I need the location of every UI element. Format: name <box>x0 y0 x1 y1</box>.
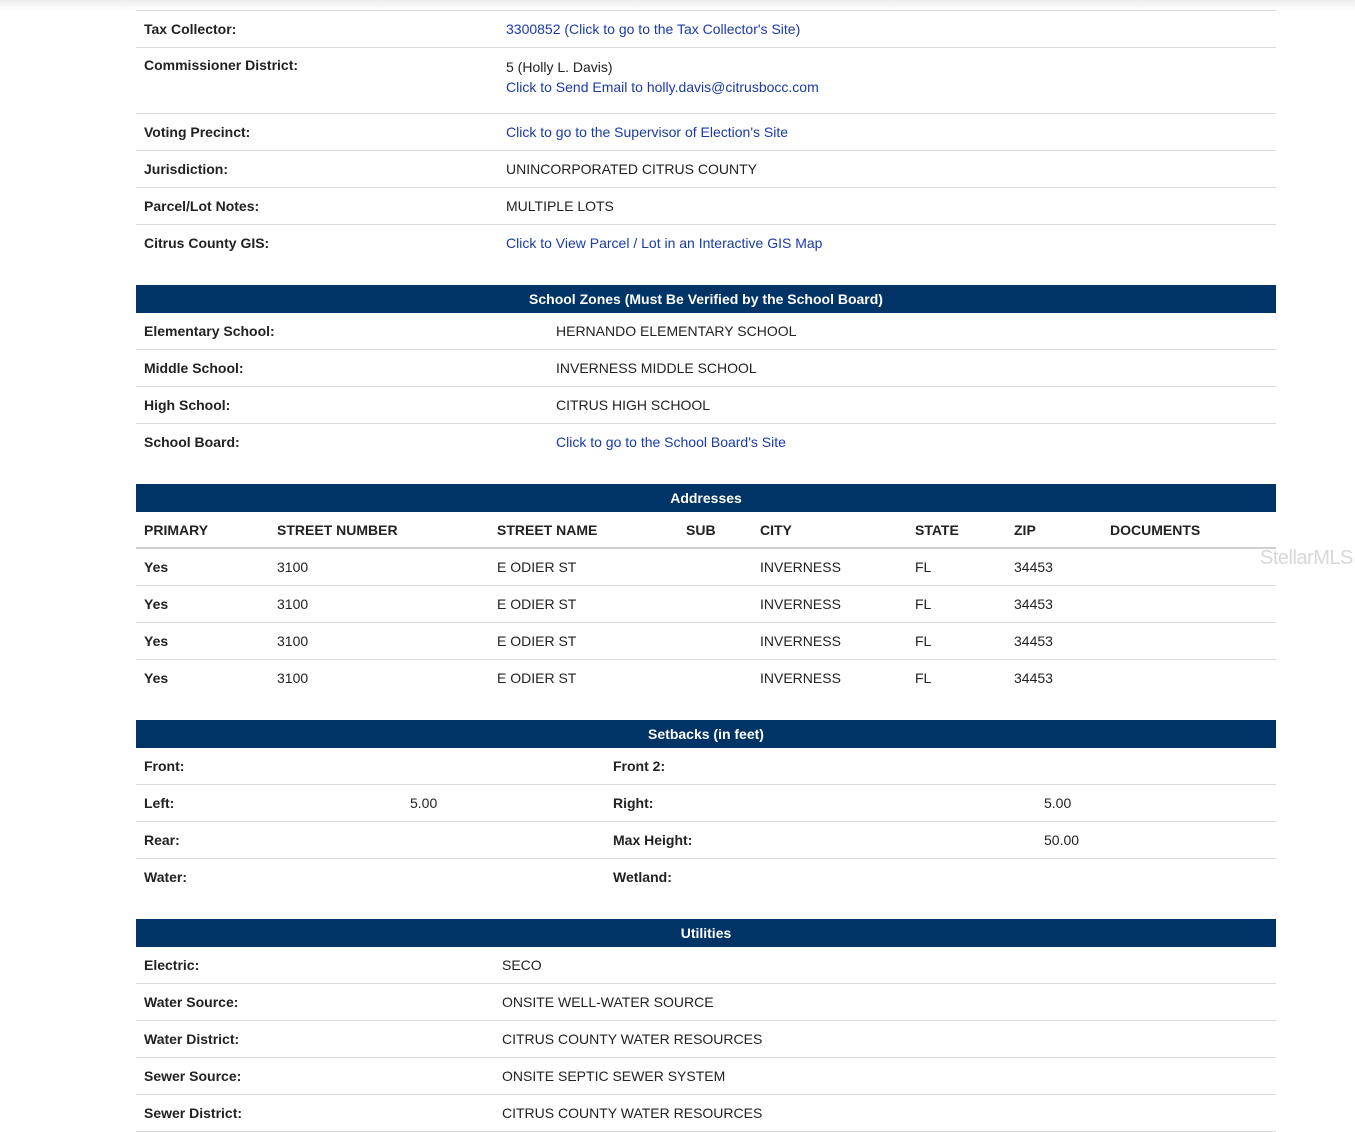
left-value: 5.00 <box>402 785 605 822</box>
table-row <box>136 660 1276 697</box>
cell-sub <box>678 548 752 586</box>
front-2-value <box>1036 748 1276 785</box>
cell-city: INVERNESS <box>760 670 841 686</box>
row-elementary-school <box>136 313 1276 350</box>
jurisdiction-label: Jurisdiction: <box>136 151 498 188</box>
stellarmls-watermark: StellarMLS <box>1260 547 1353 569</box>
cell-sub <box>678 623 752 660</box>
sewer-district-label: Sewer District: <box>136 1095 494 1132</box>
setbacks-header: Setbacks (in feet) <box>136 720 1276 748</box>
cell-state: FL <box>915 670 932 686</box>
supervisor-of-election-link[interactable]: Click to go to the Supervisor of Election's Site <box>506 124 789 140</box>
school-board-link[interactable]: Click to go to the School Board's Site <box>556 434 786 450</box>
cell-documents <box>1102 586 1276 623</box>
cell-state: FL <box>907 586 1006 623</box>
cell-zip: 34453 <box>1014 670 1053 686</box>
cell-street-number: 3100 <box>269 586 489 623</box>
wetland-label: Wetland: <box>613 869 672 885</box>
front-2-label: Front 2: <box>605 748 1036 785</box>
cell-sub <box>678 586 752 623</box>
row-sewer-district <box>136 1095 1276 1132</box>
cell-documents <box>1102 623 1276 660</box>
commissioner-district-label: Commissioner District: <box>136 48 498 114</box>
cell-primary: Yes <box>144 670 169 686</box>
front-value <box>402 748 605 785</box>
cell-street-name: E ODIER ST <box>489 623 678 660</box>
middle-school-label: Middle School: <box>136 350 548 387</box>
school-board-label: School Board: <box>144 434 240 450</box>
water-district-label: Water District: <box>136 1021 494 1058</box>
school-zones-header: School Zones (Must Be Verified by the School Board) <box>136 285 1276 313</box>
utilities-table <box>136 947 1276 1132</box>
col-zip: ZIP <box>1006 512 1102 548</box>
cell-street-name: E ODIER ST <box>489 586 678 623</box>
school-zones-table <box>136 313 1276 460</box>
cell-zip: 34453 <box>1006 623 1102 660</box>
col-documents: DOCUMENTS <box>1102 512 1276 548</box>
parcel-info-table <box>136 10 1276 261</box>
addresses-table <box>136 512 1276 696</box>
col-state: STATE <box>907 512 1006 548</box>
left-label: Left: <box>136 785 402 822</box>
cell-street-number: 3100 <box>277 670 309 686</box>
gis-map-link[interactable]: Click to View Parcel / Lot in an Interactive GIS Map <box>506 235 823 251</box>
max-height-label: Max Height: <box>605 822 1036 859</box>
cell-zip: 34453 <box>1006 548 1102 586</box>
row-high-school <box>136 387 1276 424</box>
water-district-value: CITRUS COUNTY WATER RESOURCES <box>494 1021 1276 1058</box>
cell-street-number: 3100 <box>269 548 489 586</box>
cell-city: INVERNESS <box>752 623 907 660</box>
row-water-district <box>136 1021 1276 1058</box>
cell-zip: 34453 <box>1006 586 1102 623</box>
tax-collector-label: Tax Collector: <box>136 11 498 48</box>
col-sub: SUB <box>678 512 752 548</box>
sewer-source-value: ONSITE SEPTIC SEWER SYSTEM <box>494 1058 1276 1095</box>
addresses-column-headers <box>136 512 1276 548</box>
cell-street-name: E ODIER ST <box>497 670 577 686</box>
utilities-header: Utilities <box>136 919 1276 947</box>
row-voting-precinct <box>136 114 1276 151</box>
middle-school-value: INVERNESS MIDDLE SCHOOL <box>548 350 1276 387</box>
water-source-label: Water Source: <box>136 984 494 1021</box>
row-water-source <box>136 984 1276 1021</box>
elementary-school-label: Elementary School: <box>136 313 548 350</box>
parcel-lot-notes-label: Parcel/Lot Notes: <box>136 188 498 225</box>
table-row <box>136 623 1276 660</box>
table-row <box>136 548 1276 586</box>
addresses-header: Addresses <box>136 484 1276 512</box>
commissioner-email-link[interactable]: Click to Send Email to holly.davis@citrusbocc.com <box>506 79 819 95</box>
cell-street-number: 3100 <box>269 623 489 660</box>
elementary-school-value: HERNANDO ELEMENTARY SCHOOL <box>548 313 1276 350</box>
tax-collector-link[interactable]: 3300852 (Click to go to the Tax Collector's Site) <box>506 21 801 37</box>
rear-label: Rear: <box>136 822 402 859</box>
row-school-board <box>136 424 1276 461</box>
cell-sub <box>678 660 752 697</box>
parcel-lot-notes-value: MULTIPLE LOTS <box>498 188 1276 225</box>
col-street-number: STREET NUMBER <box>269 512 489 548</box>
row-front <box>136 748 1276 785</box>
cell-state: FL <box>907 623 1006 660</box>
right-value: 5.00 <box>1036 785 1276 822</box>
high-school-label: High School: <box>136 387 548 424</box>
row-water-wetland <box>136 859 1276 896</box>
row-commissioner-district <box>136 48 1276 114</box>
water-label: Water: <box>144 869 188 885</box>
jurisdiction-value: UNINCORPORATED CITRUS COUNTY <box>498 151 1276 188</box>
cell-street-name: E ODIER ST <box>489 548 678 586</box>
setbacks-table <box>136 748 1276 895</box>
citrus-county-gis-label: Citrus County GIS: <box>144 235 270 251</box>
water-source-value: ONSITE WELL-WATER SOURCE <box>494 984 1276 1021</box>
right-label: Right: <box>605 785 1036 822</box>
cell-primary: Yes <box>136 586 269 623</box>
col-street-name: STREET NAME <box>489 512 678 548</box>
row-rear-max-height <box>136 822 1276 859</box>
row-tax-collector <box>136 11 1276 48</box>
col-city: CITY <box>752 512 907 548</box>
row-citrus-county-gis <box>136 225 1276 262</box>
row-sewer-source <box>136 1058 1276 1095</box>
water-value <box>402 859 605 896</box>
cell-state: FL <box>907 548 1006 586</box>
high-school-value: CITRUS HIGH SCHOOL <box>548 387 1276 424</box>
commissioner-district-value: 5 (Holly L. Davis) <box>506 59 613 75</box>
rear-value <box>402 822 605 859</box>
cell-primary: Yes <box>136 548 269 586</box>
electric-value: SECO <box>494 947 1276 984</box>
cell-city: INVERNESS <box>752 586 907 623</box>
row-middle-school <box>136 350 1276 387</box>
max-height-value: 50.00 <box>1036 822 1276 859</box>
sewer-district-value: CITRUS COUNTY WATER RESOURCES <box>494 1095 1276 1132</box>
col-primary: PRIMARY <box>136 512 269 548</box>
cell-documents <box>1102 660 1276 697</box>
cell-city: INVERNESS <box>752 548 907 586</box>
listing-detail-content <box>136 10 1276 1132</box>
cell-primary: Yes <box>136 623 269 660</box>
wetland-value <box>1036 859 1276 896</box>
row-electric <box>136 947 1276 984</box>
top-edge-shadow <box>0 0 1355 10</box>
row-jurisdiction <box>136 151 1276 188</box>
row-left-right <box>136 785 1276 822</box>
voting-precinct-label: Voting Precinct: <box>136 114 498 151</box>
electric-label: Electric: <box>136 947 494 984</box>
cell-documents <box>1102 548 1276 586</box>
sewer-source-label: Sewer Source: <box>136 1058 494 1095</box>
row-parcel-lot-notes <box>136 188 1276 225</box>
front-label: Front: <box>136 748 402 785</box>
table-row <box>136 586 1276 623</box>
